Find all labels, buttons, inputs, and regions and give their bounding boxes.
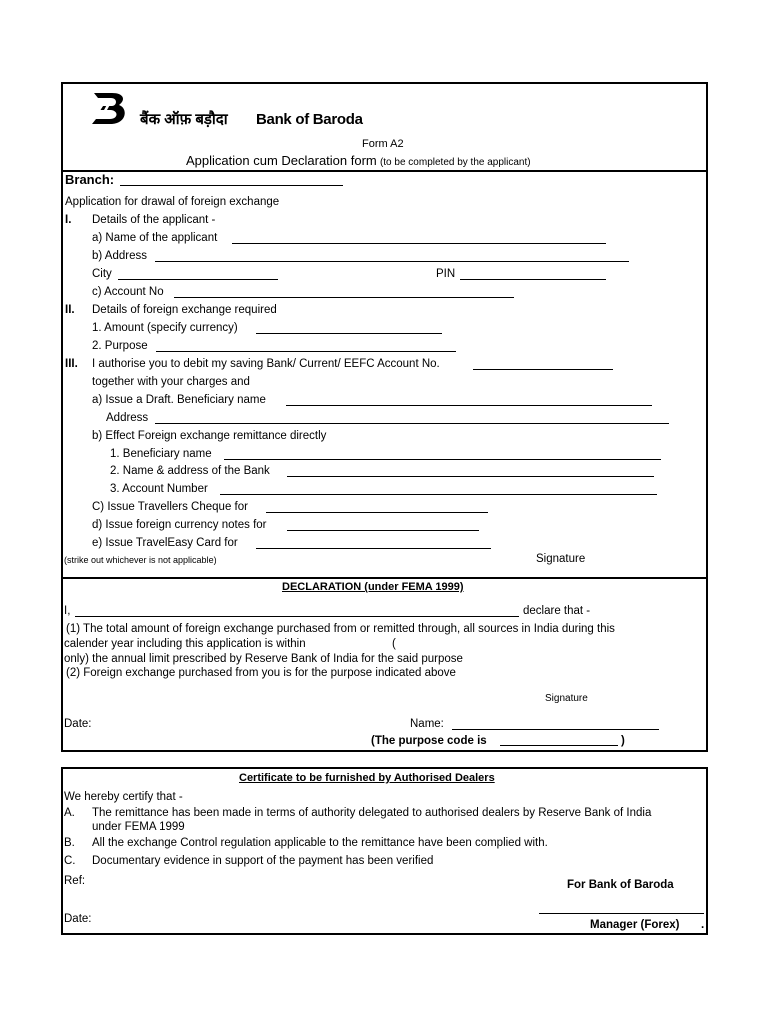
section-3-number: III. [65, 358, 78, 370]
draft-address-label: Address [106, 412, 149, 424]
amount-field[interactable] [256, 333, 442, 334]
form-title-main: Application cum Declaration form [186, 153, 377, 168]
remit-account-label: 3. Account Number [110, 483, 208, 495]
declaration-date-label: Date: [64, 718, 92, 730]
section-2-number: II. [65, 304, 75, 316]
certificate-title: Certificate to be furnished by Authorised Dealers [239, 772, 495, 784]
draft-beneficiary-label: a) Issue a Draft. Beneficiary name [92, 394, 266, 406]
certificate-a-line2: under FEMA 1999 [92, 821, 185, 833]
form-code: Form A2 [362, 138, 404, 150]
bank-name-hindi: बैंक ऑफ़ बड़ौदा [140, 111, 228, 128]
form-title-note: (to be completed by the applicant) [379, 157, 531, 168]
currency-notes-label: d) Issue foreign currency notes for [92, 519, 267, 531]
travellers-cheque-label: C) Issue Travellers Cheque for [92, 501, 248, 513]
manager-signature-line[interactable] [539, 913, 704, 914]
for-bank-of-baroda: For Bank of Baroda [567, 879, 674, 891]
declaration-divider [62, 577, 707, 579]
account-no-field[interactable] [174, 297, 514, 298]
declaration-name-field[interactable] [452, 729, 659, 730]
declarant-label: I, [64, 605, 71, 617]
section-1-title: Details of the applicant - [92, 214, 216, 226]
declaration-title: DECLARATION (under FEMA 1999) [282, 581, 464, 593]
remittance-label: b) Effect Foreign exchange remittance directly [92, 430, 327, 442]
traveleasy-card-label: e) Issue TravelEasy Card for [92, 537, 238, 549]
section-3-line2: together with your charges and [92, 376, 250, 388]
declarant-name-field[interactable] [75, 616, 519, 617]
certificate-a-number: A. [64, 807, 75, 819]
currency-notes-field[interactable] [287, 530, 479, 531]
remit-beneficiary-label: 1. Beneficiary name [110, 448, 212, 460]
remit-bank-field[interactable] [287, 476, 654, 477]
section-2-title: Details of foreign exchange required [92, 304, 277, 316]
branch-label: Branch: [65, 172, 115, 187]
remit-account-field[interactable] [220, 494, 657, 495]
purpose-code-close: ) [621, 735, 625, 747]
section-3-line1: I authorise you to debit my saving Bank/ Current/ EEFC Account No. [92, 358, 440, 370]
certificate-date-label: Date: [64, 913, 92, 925]
city-field[interactable] [118, 279, 278, 280]
certificate-b-number: B. [64, 837, 75, 849]
application-intro: Application for drawal of foreign exchange [65, 196, 280, 208]
address-label: b) Address [92, 250, 147, 262]
account-no-label: c) Account No [92, 286, 164, 298]
declaration-p1-line3: only) the annual limit prescribed by Reserve Bank of India for the said purpose [64, 653, 463, 665]
section-1-number: I. [65, 214, 72, 226]
pin-label: PIN [436, 268, 456, 280]
declaration-p1-line1: (1) The total amount of foreign exchange purchased from or remitted through, all sources in India during this [66, 623, 615, 635]
declaration-p2: (2) Foreign exchange purchased from you is for the purpose indicated above [66, 667, 456, 679]
header-divider [62, 170, 707, 172]
applicant-name-field[interactable] [232, 243, 606, 244]
remit-beneficiary-field[interactable] [224, 459, 661, 460]
manager-trailing-dot: . [701, 919, 705, 931]
form-title [186, 154, 531, 170]
branch-field[interactable] [120, 185, 343, 186]
strike-out-note: (strike out whichever is not applicable) [64, 555, 217, 565]
certificate-c-text: Documentary evidence in support of the payment has been verified [92, 855, 434, 867]
remit-bank-label: 2. Name & address of the Bank [110, 465, 270, 477]
pin-field[interactable] [460, 279, 606, 280]
address-field[interactable] [155, 261, 629, 262]
applicant-name-label: a) Name of the applicant [92, 232, 218, 244]
draft-beneficiary-field[interactable] [286, 405, 652, 406]
traveleasy-card-field[interactable] [256, 548, 491, 549]
declaration-p1-paren: ( [392, 638, 396, 650]
certificate-ref-label: Ref: [64, 875, 86, 887]
applicant-signature-label: Signature [536, 553, 586, 565]
certificate-b-text: All the exchange Control regulation applicable to the remittance have been complied with. [92, 837, 548, 849]
bank-name-english: Bank of Baroda [256, 111, 363, 128]
declare-that: declare that - [523, 605, 591, 617]
manager-forex-label: Manager (Forex) [590, 919, 680, 931]
bank-of-baroda-logo-icon [92, 92, 134, 126]
purpose-code-label: (The purpose code is [371, 735, 487, 747]
purpose-label: 2. Purpose [92, 340, 148, 352]
certificate-a-line1: The remittance has been made in terms of authority delegated to authorised dealers by Reserve Bank of India [92, 807, 652, 819]
travellers-cheque-field[interactable] [266, 512, 488, 513]
draft-address-field[interactable] [155, 423, 669, 424]
declaration-name-label: Name: [410, 718, 444, 730]
debit-account-field[interactable] [473, 369, 613, 370]
declaration-signature-label: Signature [545, 693, 588, 704]
purpose-field[interactable] [156, 351, 456, 352]
certificate-c-number: C. [64, 855, 76, 867]
amount-label: 1. Amount (specify currency) [92, 322, 238, 334]
purpose-code-field[interactable] [500, 745, 618, 746]
declaration-p1-line2: calender year including this application is within [64, 638, 306, 650]
city-label: City [92, 268, 112, 280]
certificate-intro: We hereby certify that - [64, 791, 183, 803]
